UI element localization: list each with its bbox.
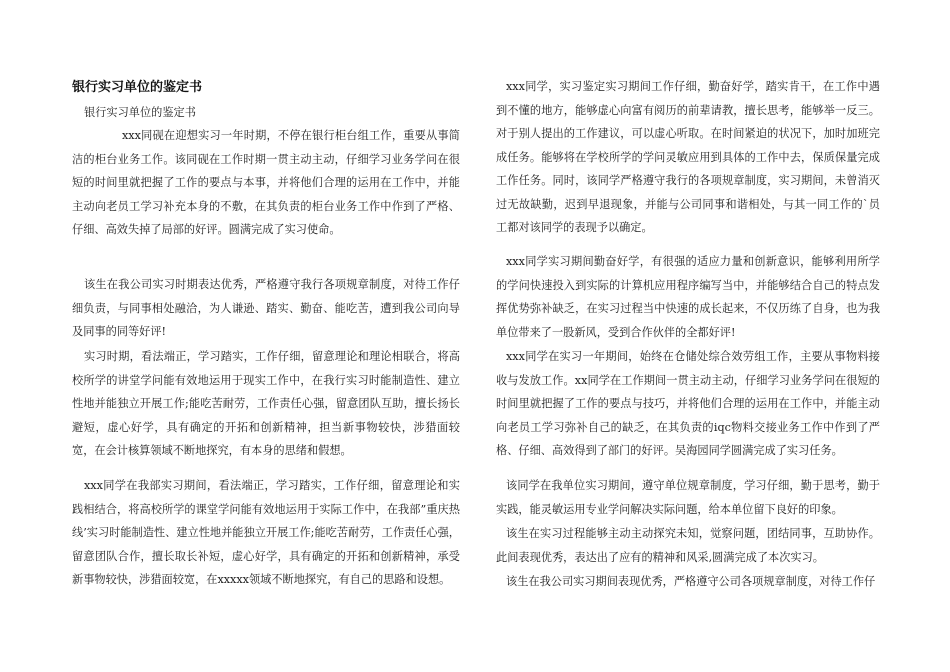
left-paragraph-1: xxx同砚在迎想实习一年时期，不停在银行柜台组工作，重要从事简洁的柜台业务工作。该同砚在工作时期一贯主动主动，仔细学习业务学问在很短的时间里就把握了工作的要点与本事，并将他们合理的运用在工作中，并能主动向老员工学习补充本身的不敷，在其负责的柜台业务工作中作到了严格、仔细、高效失掉了局部的好评。圆满完成了实习使命。	[72, 129, 460, 236]
document-title: 银行实习单位的鉴定书	[72, 80, 203, 95]
right-paragraph-1: xxx同学，实习鉴定实习期间工作仔细，勤奋好学，踏实肯干，在工作中遇到不懂的地方，能够虚心向富有阅历的前辈请教，擅长思考，能够举一反三。对于别人提出的工作建议，可以虚心听取。在时间紧迫的状况下，加时加班完成任务。能够将在学校所学的学问灵敏应用到具体的工作中去，保质保量完成工作任务。同时，该同学严格遵守我行的各项规章制度，实习期间，未曾消灭过无故缺勤，迟到早退现象，并能与公司同事和谐相处，与其一同工作的`员工都对该同学的表现予以确定。	[496, 80, 880, 234]
right-paragraph-3: xxx同学在实习一年期间，始终在仓储处综合效劳组工作，主要从事物料接收与发放工作。xx同学在工作期间一贯主动主动，仔细学习业务学问在很短的时间里就把握了工作的要点与技巧，并将他们合理的运用在工作中，并能主动向老员工学习弥补自己的缺乏，在其负责的iqc物料交接业务工作中作到了严格、仔细、高效得到了部门的好评。吴海园同学圆满完成了实习任务。	[496, 350, 880, 457]
left-paragraph-4: xxx同学在我部实习期间，看法端正，学习踏实，工作仔细，留意理论和实践相结合，将高校所学的课堂学问能有效地运用于实际工作中，在我部”重庆热线’实习时能制造性、建立性地并能独立开展工作;能吃苦耐劳，工作责任心强，留意团队合作，擅长取长补短，虚心好学，具有确定的开拓和创新精神，承受新事物较快，涉猎面较宽，在xxxxx领域不断地探究，有自己的思路和设想。	[72, 479, 460, 586]
left-paragraph-2: 该生在我公司实习时期表达优秀，严格遵守我行各项规章制度，对待工作仔细负责，与同事相处融洽，为人谦逊、踏实、勤奋、能吃苦，遭到我公司向导及同事的同等好评!	[72, 278, 460, 338]
right-paragraph-2: xxx同学实习期间勤奋好学，有很强的适应力量和创新意识，能够利用所学的学问快速投入到实际的计算机应用程序编写当中，并能够结合自己的特点发挥优势弥补缺乏，在实习过程当中快速的成长起来，不仅历练了自身，也为我单位带来了一股新风，受到合作伙伴的全都好评!	[496, 255, 880, 339]
right-paragraph-4: 该同学在我单位实习期间，遵守单位规章制度，学习仔细，勤于思考，勤于实践，能灵敏运用专业学问解决实际问题，给本单位留下良好的印象。	[496, 479, 880, 516]
right-paragraph-6: 该生在我公司实习期间表现优秀，严格遵守公司各项规章制度，对待工作仔	[506, 575, 876, 588]
right-paragraph-5: 该生在实习过程能够主动主动探究未知，觉察问题，团结同事，互助协作。此间表现优秀，表达出了应有的精神和风采,圆满完成了本次实习。	[496, 527, 880, 564]
left-paragraph-3: 实习时期，看法端正，学习踏实，工作仔细，留意理论和理论相联合，将高校所学的讲堂学问能有效地运用于现实工作中，在我行实习时能制造性、建立性地并能独立开展工作;能吃苦耐劳，工作责任心强，留意团队互助，擅长扬长避短，虚心好学，具有确定的开拓和创新精神，担当新事物较快，涉猎面较宽，在会计核算领域不断地探究，有本身的思绪和假想。	[72, 350, 460, 457]
document-subtitle: 银行实习单位的鉴定书	[84, 106, 196, 119]
